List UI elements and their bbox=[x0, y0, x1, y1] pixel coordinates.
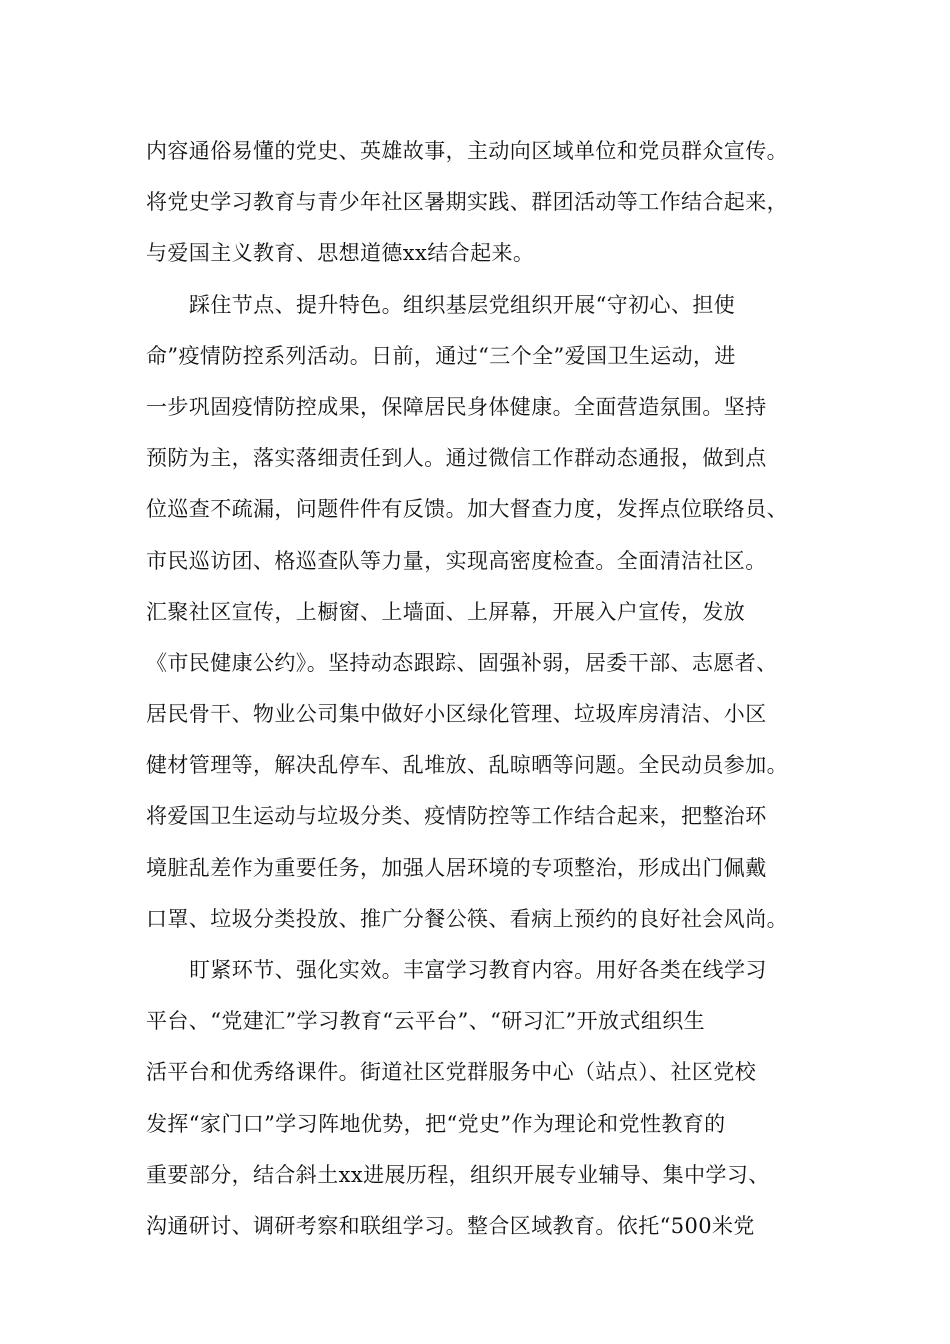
text-line: 内容通俗易懂的党史、英雄故事，主动向区域单位和党员群众宣传。 bbox=[146, 139, 788, 163]
text-line: 汇聚社区宣传，上橱窗、上墙面、上屏幕，开展入户宣传，发放 bbox=[146, 599, 746, 624]
text-line: 平台、“党建汇”学习教育“云平台”、“研习汇”开放式组织生 bbox=[146, 1009, 706, 1034]
text-line: 盯紧环节、强化实效。丰富学习教育内容。用好各类在线学习 bbox=[189, 958, 767, 982]
text-line: 重要部分，结合斜土xx进展历程，组织开展专业辅导、集中学习、 bbox=[146, 1162, 770, 1187]
text-line: 境脏乱差作为重要任务，加强人居环境的专项整治，形成出门佩戴 bbox=[146, 855, 767, 880]
text-line: 市民巡访团、格巡查队等力量，实现高密度检查。全面清洁社区。 bbox=[146, 548, 767, 573]
text-line: 一步巩固疫情防控成果，保障居民身体健康。全面营造氛围。坚持 bbox=[146, 394, 767, 419]
text-line: 命”疫情防控系列活动。日前，通过“三个全”爱国卫生运动，进 bbox=[146, 343, 736, 368]
document-body bbox=[146, 126, 826, 1252]
text-line: 健材管理等，解决乱停车、乱堆放、乱晾晒等问题。全民动员参加。 bbox=[146, 753, 788, 778]
text-line: 预防为主，落实落细责任到人。通过微信工作群动态通报，做到点 bbox=[146, 446, 767, 471]
text-line: 踩住节点、提升特色。组织基层党组织开展“守初心、担使 bbox=[189, 292, 736, 317]
text-line: 活平台和优秀络课件。街道社区党群服务中心（站点）、社区党校 bbox=[146, 1060, 757, 1085]
text-line: 沟通研讨、调研考察和联组学习。整合区域教育。依托“500米党 bbox=[146, 1213, 755, 1238]
text-line: 将爱国卫生运动与垃圾分类、疫情防控等工作结合起来，把整治环 bbox=[146, 804, 767, 829]
text-line: 位巡查不疏漏，问题件件有反馈。加大督查力度，发挥点位联络员、 bbox=[146, 497, 788, 522]
text-line: 将党史学习教育与青少年社区暑期实践、群团活动等工作结合起来， bbox=[146, 190, 788, 215]
text-line: 发挥“家门口”学习阵地优势，把“党史”作为理论和党性教育的 bbox=[146, 1111, 726, 1136]
text-line: 《市民健康公约》。坚持动态跟踪、固强补弱，居委干部、志愿者、 bbox=[146, 650, 778, 675]
text-line: 居民骨干、物业公司集中做好小区绿化管理、垃圾库房清洁、小区 bbox=[146, 702, 767, 727]
text-line: 口罩、垃圾分类投放、推广分餐公筷、看病上预约的良好社会风尚。 bbox=[146, 906, 788, 931]
text-line: 与爱国主义教育、思想道德xx结合起来。 bbox=[146, 241, 535, 266]
